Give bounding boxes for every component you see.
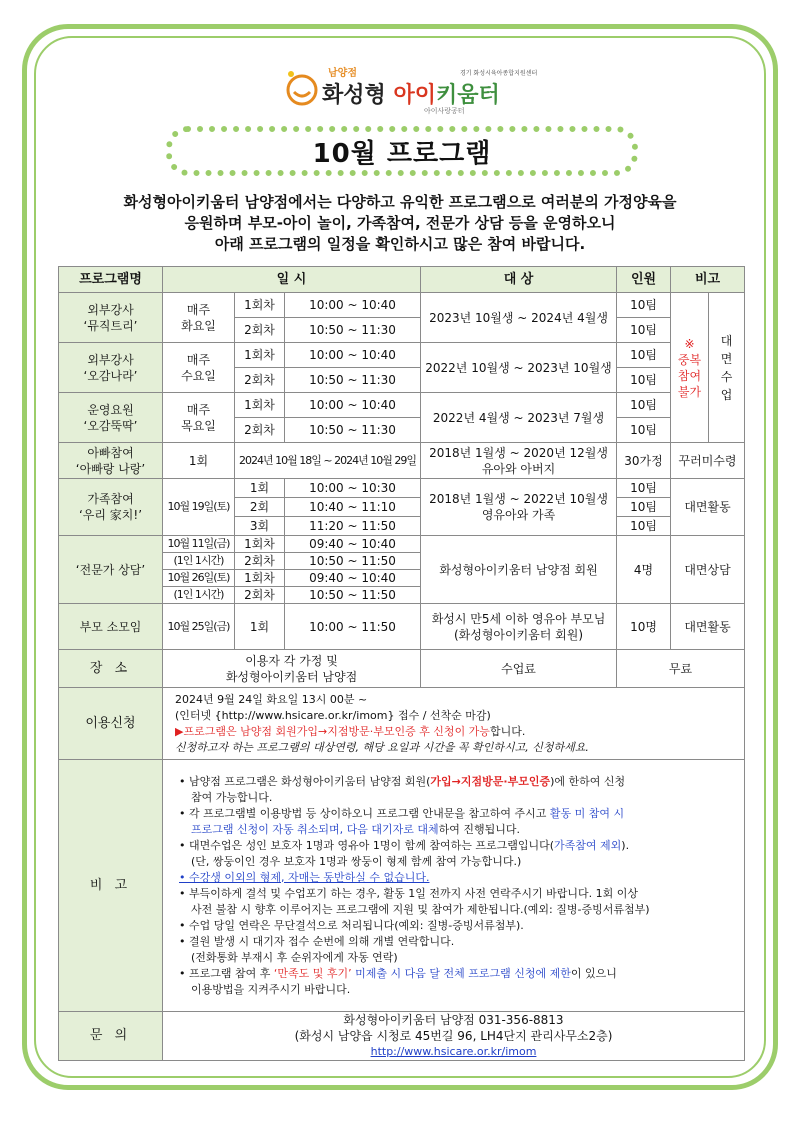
table-row: (1인 1시간) 2회차 10:50 ~ 11:50 <box>59 553 745 570</box>
contact-url-link[interactable]: http://www.hsicare.or.kr/imom <box>370 1045 537 1058</box>
table-row: ‘전문가 상담’ 10월 11일(금) 1회차 09:40 ~ 10:40 화성형아이키움터 남양점 회원 4명 대면상담 <box>59 536 745 553</box>
title-box <box>166 126 638 176</box>
smile-logo-icon <box>282 68 322 108</box>
apply-row: 이용신청 2024년 9월 24일 화요일 13시 00분 ~ (인터넷 {http://www.hsicare.or.kr/imom} 접수 / 선착순 마감) ▶프로그램은 남양점 회원가입→지점방문·부모인증 후 신청이 가능합니다. 신청하고자 하는 프로그램의 대상연령, 해당 요일과 시간을 꼭 확인하시고, 신청하세요. <box>59 688 745 760</box>
table-row: 10월 26일(토) 1회차 09:40 ~ 10:40 <box>59 570 745 587</box>
page-title: 10월 프로그램 <box>312 138 492 169</box>
logo-name: 화성형 아이키움터 <box>322 83 500 108</box>
logo-org: 경기 화성시육아종합지원센터 <box>460 70 538 77</box>
table-row: 3회 11:20 ~ 11:50 10팀 <box>59 517 745 536</box>
logo-slogan: 아이사랑공터 <box>424 107 465 115</box>
face-class-note: 대면수업 <box>709 293 745 443</box>
table-row: 아빠참여 ‘아빠랑 나랑’ 1회 2024년 10월 18일 ~ 2024년 10월 29일 2018년 1월생 ~ 2020년 12월생 유아와 아버지 30가정 꾸러미수령 <box>59 443 745 479</box>
logo-branch: 남양점 <box>328 68 357 79</box>
table-row: 2회 10:40 ~ 11:10 10팀 <box>59 498 745 517</box>
table-header-row: 프로그램명 일 시 대 상 인원 비고 <box>59 267 745 293</box>
duplicate-note: ※ 중복 참여 불가 <box>671 293 709 443</box>
table-row: 외부강사 ‘오감나라’ 매주 수요일 1회차 10:00 ~ 10:40 2022년 10월생 ~ 2023년 10월생 10팀 <box>59 343 745 368</box>
table-row: 2회차 10:50 ~ 11:30 10팀 <box>59 318 745 343</box>
table-row: (1인 1시간) 2회차 10:50 ~ 11:50 <box>59 587 745 604</box>
table-row: 2회차 10:50 ~ 11:30 10팀 <box>59 368 745 393</box>
table-row: 외부강사 ‘뮤직트리’ 매주 화요일 1회차 10:00 ~ 10:40 2023년 10월생 ~ 2024년 4월생 10팀 ※ 중복 참여 불가 대면수업 <box>59 293 745 318</box>
table-row: 부모 소모임 10월 25일(금) 1회 10:00 ~ 11:50 화성시 만5세 이하 영유아 부모님 (화성형아이키움터 회원) 10명 대면활동 <box>59 604 745 650</box>
logo <box>282 62 542 118</box>
table-row: 가족참여 ‘우리 家치!’ 10월 19일(토) 1회 10:00 ~ 10:30 2018년 1월생 ~ 2022년 10월생 영유아와 가족 10팀 대면활동 <box>59 479 745 498</box>
table-row: 운영요원 ‘오감뚝딱’ 매주 목요일 1회차 10:00 ~ 10:40 2022년 4월생 ~ 2023년 7월생 10팀 <box>59 393 745 418</box>
location-row: 장 소 이용자 각 가정 및 화성형아이키움터 남양점 수업료 무료 <box>59 650 745 688</box>
intro-text: 화성형아이키움터 남양점에서는 다양하고 유익한 프로그램으로 여러분의 가정양육을 응원하며 부모-아이 놀이, 가족참여, 전문가 상담 등을 운영하오니 아래 프로그램의 일정을 확인하시고 많은 참여 바랍니다. <box>123 193 677 253</box>
table-row: 2회차 10:50 ~ 11:30 10팀 <box>59 418 745 443</box>
notes-row: 비 고 • 남양점 프로그램은 화성형아이키움터 남양점 회원(가입→지점방문·부모인증)에 한하여 신청 참여 가능합니다. • 각 프로그램별 이용방법 등 상이하오니 프로그램 안내문을 참고하여 주시고 활동 미 참여 시 프로그램 신청이 자동 취소되며, 다음 대기자로 대체하여 진행됩니다. • 대면수업은 성인 보호자 1명과 영유아 1명이 함께 참여하는 프로그램입니다(가족참여 제외). (단, 쌍둥이인 경우 보호자 1명과 쌍둥이 형제 함께 참여 가능합니다.) • 수강생 이외의 형제, 자매는 동반하실 수 없습니다. • 부득이하게 결석 및 수업포기 하는 경우, 활동 1일 전까지 사전 연락주시기 바랍니다. 1회 이상 사전 불참 시 향후 이루어지는 프로그램에 지원 및 참여가 제한됩니다.(예외: 질병-증빙서류첨부) • 수업 당일 연락은 무단결석으로 처리됩니다(예외: 질병-증빙서류첨부). • 결원 발생 시 대기자 접수 순번에 의해 개별 연락합니다. (전화통화 부재시 후 순위자에게 자동 연락) • 프로그램 참여 후 ‘만족도 및 후기’ 미제출 시 다음 달 전체 프로그램 신청에 제한이 있으니 이용방법을 지켜주시기 바랍니다. <box>59 760 745 1012</box>
program-table <box>58 266 745 1061</box>
contact-row: 문 의 화성형아이키움터 남양점 031-356-8813 (화성시 남양읍 시청로 45번길 96, LH4단지 관리사무소2층) http://www.hsicare.or.kr/imom <box>59 1012 745 1061</box>
